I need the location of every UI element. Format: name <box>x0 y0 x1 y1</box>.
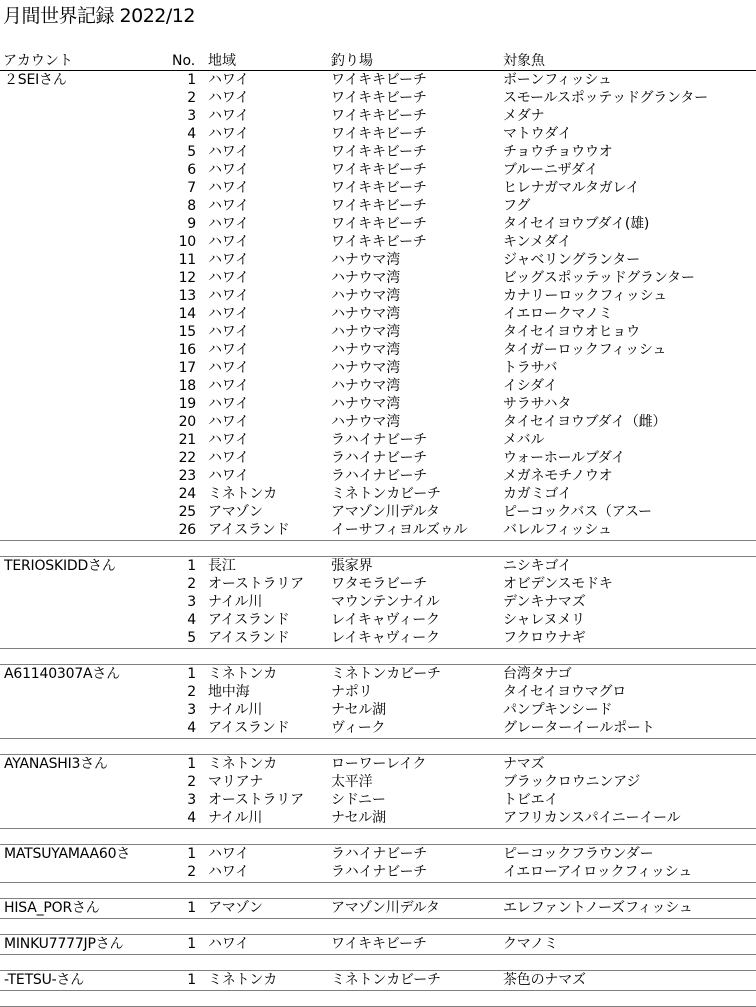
record-fish: トラサバ <box>503 360 558 376</box>
record-no: 5 <box>187 630 196 646</box>
record-spot: ミネトンカビーチ <box>331 972 441 988</box>
record-area: ハワイ <box>208 468 249 484</box>
record-area: 地中海 <box>208 684 250 700</box>
account-name: MATSUYAMAA60さ <box>4 846 131 862</box>
record-fish: オビデンスモドキ <box>503 576 613 592</box>
record-area: ハワイ <box>208 396 249 412</box>
header-spot: 釣り場 <box>331 53 373 69</box>
record-no: 10 <box>178 234 196 250</box>
record-fish: メバル <box>503 432 545 448</box>
record-area: ミネトンカ <box>208 486 277 502</box>
record-no: 2 <box>187 576 196 592</box>
record-no: 2 <box>187 774 196 790</box>
record-no: 3 <box>187 702 196 718</box>
record-fish: フグ <box>503 198 531 214</box>
record-fish: カナリーロックフィッシュ <box>503 288 667 304</box>
record-fish: ニシキゴイ <box>503 558 572 574</box>
account-name: AYANASHI3さん <box>4 756 108 772</box>
record-spot: ワタモラビーチ <box>331 576 427 592</box>
record-spot: ワイキキビーチ <box>331 216 427 232</box>
record-no: 16 <box>178 342 196 358</box>
record-spot: ヴィーク <box>331 720 386 736</box>
record-no: 1 <box>187 72 196 88</box>
record-fish: タイセイヨウオヒョウ <box>503 324 640 340</box>
record-area: オーストラリア <box>208 792 304 808</box>
record-no: 4 <box>187 126 196 142</box>
record-no: 1 <box>187 846 196 862</box>
record-area: オーストラリア <box>208 576 304 592</box>
record-area: ハワイ <box>208 72 249 88</box>
record-fish: ビッグスポッテッドグランター <box>503 270 695 286</box>
record-fish: メガネモチノウオ <box>503 468 613 484</box>
account-name: -TETSU-さん <box>4 972 85 988</box>
record-no: 1 <box>187 666 196 682</box>
record-spot: ワイキキビーチ <box>331 234 427 250</box>
group-divider <box>0 918 756 919</box>
record-no: 11 <box>178 252 196 268</box>
record-fish: デンキナマズ <box>503 594 586 610</box>
record-no: 2 <box>187 684 196 700</box>
record-area: ハワイ <box>208 288 249 304</box>
record-no: 12 <box>178 270 196 286</box>
record-spot: ワイキキビーチ <box>331 126 427 142</box>
record-fish: サラサハタ <box>503 396 572 412</box>
group-divider <box>0 954 756 955</box>
record-spot: ナセル湖 <box>331 702 386 718</box>
group-divider <box>0 648 756 649</box>
record-area: 長江 <box>208 558 236 574</box>
record-spot: ワイキキビーチ <box>331 162 427 178</box>
record-spot: ワイキキビーチ <box>331 936 427 952</box>
record-spot: ワイキキビーチ <box>331 72 427 88</box>
record-spot: イーサフィヨルズゥル <box>331 522 468 538</box>
record-fish: イエローアイロックフィッシュ <box>503 864 692 880</box>
account-name: A61140307Aさん <box>4 666 121 682</box>
record-fish: アフリカンスパイニーイール <box>503 810 681 826</box>
record-area: ハワイ <box>208 144 249 160</box>
record-spot: ナセル湖 <box>331 810 386 826</box>
record-no: 13 <box>178 288 196 304</box>
record-spot: ハナウマ湾 <box>331 288 400 304</box>
record-no: 4 <box>187 612 196 628</box>
record-area: ハワイ <box>208 126 249 142</box>
record-fish: ボーンフィッシュ <box>503 72 612 88</box>
record-fish: ブルーニザダイ <box>503 162 599 178</box>
record-area: ハワイ <box>208 90 249 106</box>
record-spot: ハナウマ湾 <box>331 414 400 430</box>
record-no: 20 <box>178 414 196 430</box>
account-name: TERIOSKIDDさん <box>4 558 116 574</box>
record-spot: ハナウマ湾 <box>331 342 400 358</box>
record-no: 9 <box>187 216 196 232</box>
record-spot: ワイキキビーチ <box>331 90 427 106</box>
header-no: No. <box>172 53 196 69</box>
record-fish: イエロークマノミ <box>503 306 613 322</box>
record-area: ハワイ <box>208 864 249 880</box>
record-no: 6 <box>187 162 196 178</box>
account-name: MINKU7777JPさん <box>4 936 124 952</box>
record-fish: クマノミ <box>503 936 558 952</box>
record-no: 4 <box>187 810 196 826</box>
record-no: 3 <box>187 792 196 808</box>
record-fish: バレルフィッシュ <box>503 522 612 538</box>
record-no: 4 <box>187 720 196 736</box>
record-area: ハワイ <box>208 324 249 340</box>
record-area: ハワイ <box>208 270 249 286</box>
record-fish: パンプキンシード <box>503 702 613 718</box>
record-area: ハワイ <box>208 108 249 124</box>
record-fish: ジャベリングランター <box>503 252 640 268</box>
record-fish: トビエイ <box>503 792 559 808</box>
record-spot: ハナウマ湾 <box>331 252 400 268</box>
record-no: 22 <box>178 450 196 466</box>
record-fish: エレファントノーズフィッシュ <box>503 900 693 916</box>
record-fish: タイセイヨウブダイ（雌） <box>503 414 667 430</box>
page-title: 月間世界記録 2022/12 <box>3 5 195 27</box>
record-fish: タイセイヨウブダイ(雄) <box>503 216 650 232</box>
record-fish: シャレヌメリ <box>503 612 585 628</box>
record-spot: ラハイナビーチ <box>331 846 428 862</box>
record-fish: ナマズ <box>503 756 545 772</box>
record-area: アマゾン <box>208 900 263 916</box>
record-spot: ナポリ <box>331 684 373 700</box>
record-fish: ウォーホールブダイ <box>503 450 626 466</box>
group-divider <box>0 882 756 883</box>
record-no: 14 <box>178 306 196 322</box>
record-area: ハワイ <box>208 216 249 232</box>
record-spot: ハナウマ湾 <box>331 378 400 394</box>
record-fish: ピーコックバス（アスー <box>503 504 652 520</box>
record-area: アイスランド <box>208 720 290 736</box>
record-no: 1 <box>187 558 196 574</box>
record-area: ハワイ <box>208 234 249 250</box>
record-area: ハワイ <box>208 432 249 448</box>
record-area: ハワイ <box>208 306 249 322</box>
record-fish: マトウダイ <box>503 126 572 142</box>
record-spot: ワイキキビーチ <box>331 144 427 160</box>
record-spot: アマゾン川デルタ <box>331 504 440 520</box>
record-area: ハワイ <box>208 252 249 268</box>
record-no: 2 <box>187 90 196 106</box>
record-no: 25 <box>178 504 196 520</box>
record-no: 8 <box>187 198 196 214</box>
record-fish: イシダイ <box>503 378 558 394</box>
record-spot: ラハイナビーチ <box>331 432 428 448</box>
record-area: ミネトンカ <box>208 972 277 988</box>
record-no: 26 <box>178 522 196 538</box>
record-spot: レイキャヴィーク <box>331 612 440 628</box>
record-no: 19 <box>178 396 196 412</box>
record-fish: タイガーロックフィッシュ <box>503 342 667 358</box>
record-fish: ピーコックフラウンダー <box>503 846 654 862</box>
group-divider <box>0 540 756 541</box>
record-no: 2 <box>187 864 196 880</box>
record-area: マリアナ <box>208 774 264 790</box>
header-account: アカウント <box>3 53 73 69</box>
record-area: ナイル川 <box>208 594 263 610</box>
record-area: アイスランド <box>208 612 290 628</box>
record-spot: ハナウマ湾 <box>331 270 400 286</box>
record-fish: チョウチョウウオ <box>503 144 613 160</box>
record-spot: 張家界 <box>331 558 373 574</box>
record-spot: ワイキキビーチ <box>331 108 427 124</box>
record-spot: ラハイナビーチ <box>331 468 428 484</box>
record-fish: カガミゴイ <box>503 486 572 502</box>
record-spot: ハナウマ湾 <box>331 324 400 340</box>
group-divider <box>0 990 756 991</box>
record-fish: ヒレナガマルタガレイ <box>503 180 640 196</box>
record-fish: タイセイヨウマグロ <box>503 684 627 700</box>
record-no: 1 <box>187 900 196 916</box>
record-no: 18 <box>178 378 196 394</box>
record-fish: メダナ <box>503 108 545 124</box>
record-fish: スモールスポッテッドグランター <box>503 90 708 106</box>
record-area: ハワイ <box>208 360 249 376</box>
record-spot: ミネトンカビーチ <box>331 486 441 502</box>
record-no: 5 <box>187 144 196 160</box>
record-spot: アマゾン川デルタ <box>331 900 440 916</box>
record-spot: ローワーレイク <box>331 756 427 772</box>
record-no: 23 <box>178 468 196 484</box>
record-spot: ミネトンカビーチ <box>331 666 441 682</box>
record-no: 3 <box>187 594 196 610</box>
account-name: HISA_PORさん <box>4 900 100 916</box>
record-spot: マウンテンナイル <box>331 594 440 610</box>
record-area: アイスランド <box>208 522 290 538</box>
record-spot: シドニー <box>331 792 386 808</box>
record-area: ハワイ <box>208 180 249 196</box>
record-fish: 茶色のナマズ <box>503 972 586 988</box>
record-no: 3 <box>187 108 196 124</box>
record-no: 17 <box>178 360 196 376</box>
record-fish: ブラックロウニンアジ <box>503 774 641 790</box>
record-spot: ワイキキビーチ <box>331 198 427 214</box>
record-spot: ハナウマ湾 <box>331 306 400 322</box>
record-area: ミネトンカ <box>208 756 277 772</box>
record-area: ハワイ <box>208 162 249 178</box>
record-fish: フクロウナギ <box>503 630 586 646</box>
record-no: 24 <box>178 486 196 502</box>
header-fish: 対象魚 <box>503 53 545 69</box>
record-area: ナイル川 <box>208 810 263 826</box>
record-area: ミネトンカ <box>208 666 277 682</box>
header-area: 地域 <box>208 53 236 69</box>
record-area: ナイル川 <box>208 702 263 718</box>
record-no: 15 <box>178 324 196 340</box>
record-spot: ラハイナビーチ <box>331 864 428 880</box>
record-fish: 台湾タナゴ <box>503 666 572 682</box>
record-spot: ハナウマ湾 <box>331 396 400 412</box>
record-spot: レイキャヴィーク <box>331 630 440 646</box>
record-no: 1 <box>187 756 196 772</box>
record-area: ハワイ <box>208 936 249 952</box>
record-area: ハワイ <box>208 198 249 214</box>
record-area: アマゾン <box>208 504 263 520</box>
account-name: ２SEIさん <box>4 72 67 88</box>
record-spot: ハナウマ湾 <box>331 360 400 376</box>
record-area: ハワイ <box>208 414 249 430</box>
record-area: アイスランド <box>208 630 290 646</box>
record-spot: ワイキキビーチ <box>331 180 427 196</box>
record-fish: グレーターイールポート <box>503 720 655 736</box>
record-area: ハワイ <box>208 378 249 394</box>
record-no: 1 <box>187 936 196 952</box>
record-area: ハワイ <box>208 846 249 862</box>
record-spot: ラハイナビーチ <box>331 450 428 466</box>
record-area: ハワイ <box>208 450 249 466</box>
group-divider <box>0 738 756 739</box>
record-no: 7 <box>187 180 196 196</box>
group-divider <box>0 828 756 829</box>
record-spot: 太平洋 <box>331 774 373 790</box>
record-no: 21 <box>178 432 196 448</box>
record-fish: キンメダイ <box>503 234 572 250</box>
record-no: 1 <box>187 972 196 988</box>
record-area: ハワイ <box>208 342 249 358</box>
